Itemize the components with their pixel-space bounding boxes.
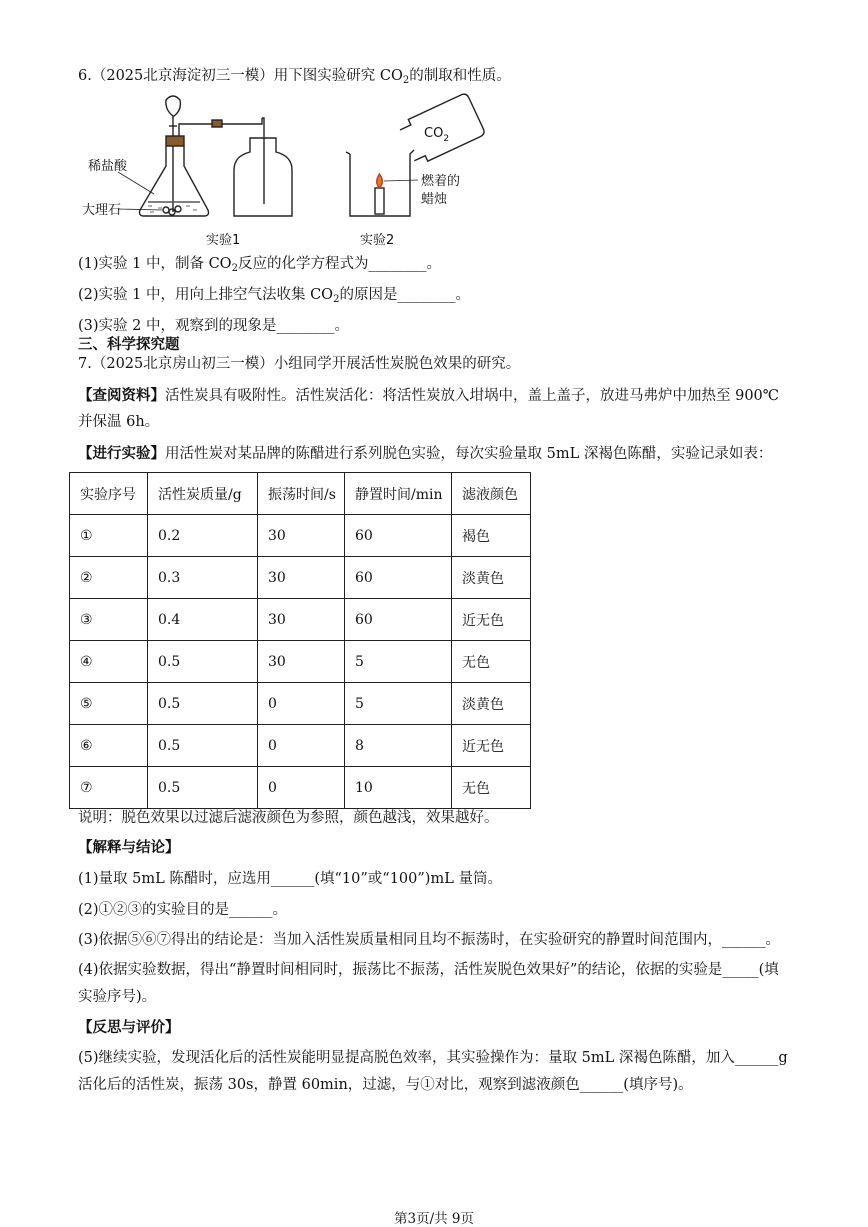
table-cell: 0.5 [148,641,258,683]
q6-sub2-post: 的原因是________。 [339,287,470,303]
table-cell: 0 [258,725,345,767]
q6-sub2-pre: (2)实验 1 中，用向上排空气法收集 CO [78,287,334,303]
table-cell: 0.5 [148,767,258,809]
funnel-bulb-icon [166,96,181,116]
conclusion-tag: 【解释与结论】 [78,839,180,856]
label-candle-2: 蜡烛 [421,192,448,207]
table-cell: ① [70,515,148,557]
reflect-tag: 【反思与评价】 [78,1019,180,1036]
q7-info [78,386,779,406]
table-cell: 无色 [452,767,531,809]
table-cell: ⑦ [70,767,148,809]
candle-icon [375,188,384,214]
table-header: 滤液颜色 [452,473,531,515]
exp-text: 用活性炭对某品牌的陈醋进行系列脱色实验，每次实验量取 5mL 深褐色陈醋，实验记录如表： [165,446,773,462]
table-cell: ⑤ [70,683,148,725]
q7-source: （2025北京房山初三一模） [91,356,274,372]
table-cell: 60 [345,599,452,641]
q6-sub1-pre: (1)实验 1 中，制备 CO [78,256,232,272]
table-cell: 5 [345,683,452,725]
page-footer: 第3页/共 9页 [393,1211,475,1227]
table-cell: 10 [345,767,452,809]
q7-stem [78,354,520,374]
table-cell: ② [70,557,148,599]
section-title: 三、科学探究题 [78,336,180,353]
table-cell: 0.5 [148,683,258,725]
table-cell: 60 [345,557,452,599]
table-header: 振荡时间/s [258,473,345,515]
label-co2: $CO_2$ [424,126,450,144]
table-cell: 无色 [452,641,531,683]
table-cell: 0.2 [148,515,258,557]
table-note: 说明：脱色效果以过滤后滤液颜色为参照，颜色越浅，效果越好。 [78,810,499,826]
q6-source: （2025北京海淀初三一模） [91,68,274,84]
table-cell: 淡黄色 [452,557,531,599]
table-row [70,557,531,599]
table-row [70,599,531,641]
q6-sub1-sub: 2 [231,263,238,274]
q6-sub1 [78,254,441,279]
label-marble: 大理石 [82,203,122,218]
q6-stem-post: 的制取和性质。 [409,68,511,84]
table-cell: 0 [258,683,345,725]
info-tag: 【查阅资料】 [78,387,165,404]
table-cell: 0 [258,767,345,809]
q7-c4: (4)依据实验数据，得出“静置时间相同时，振荡比不振荡，活性炭脱色效果好”的结论，依据的实验是_____(填 [78,962,779,978]
q7-exp [78,444,772,464]
table-cell: 30 [258,557,345,599]
q6-sub3: (3)实验 2 中，观察到的现象是________。 [78,318,349,334]
table-cell: 近无色 [452,599,531,641]
table-header: 实验序号 [70,473,148,515]
q7-c3: (3)依据⑤⑥⑦得出的结论是：当加入活性炭质量相同且均不振荡时，在实验研究的静置时间范围内，______。 [78,932,781,948]
table-cell: 0.4 [148,599,258,641]
label-exp2: 实验2 [360,233,395,248]
flask-icon [140,146,209,216]
table-header-row [70,473,531,515]
table-cell: 60 [345,515,452,557]
table-cell: 0.5 [148,725,258,767]
q6-number: 6. [78,68,92,84]
label-candle-1: 燃着的 [421,174,461,189]
table-cell: 褐色 [452,515,531,557]
table-header: 活性炭质量/g [148,473,258,515]
q7-stem-text: 小组同学开展活性炭脱色效果的研究。 [273,356,521,372]
experiment-figure [78,92,508,252]
table-cell: 近无色 [452,725,531,767]
table-header: 静置时间/min [345,473,452,515]
table-row [70,767,531,809]
exp-tag: 【进行实验】 [78,445,165,462]
q6-sub2 [78,285,470,310]
table-row [70,641,531,683]
table-cell: 淡黄色 [452,683,531,725]
flame-icon [377,174,383,188]
table-cell: 30 [258,599,345,641]
table-row [70,515,531,557]
table-cell: ③ [70,599,148,641]
table-cell: 5 [345,641,452,683]
gas-bottle-icon [234,138,292,216]
label-acid: 稀盐酸 [88,159,128,174]
q7-c5-2: 活化后的活性炭，振荡 30s，静置 60min，过滤，与①对比，观察到滤液颜色______(填序号)。 [78,1077,693,1093]
label-exp1: 实验1 [206,233,241,248]
q6-sub1-post: 反应的化学方程式为________。 [237,256,441,272]
table-cell: ④ [70,641,148,683]
table-row [70,683,531,725]
table-cell: ⑥ [70,725,148,767]
q6-sub2-sub: 2 [333,294,340,305]
table-cell: 0.3 [148,557,258,599]
q7-c5: (5)继续实验，发现活化后的活性炭能明显提高脱色效率，其实验操作为：量取 5mL 深褐色陈醋，加入______g [78,1050,788,1066]
table-cell: 30 [258,515,345,557]
q7-c4-2: 实验序号)。 [78,989,157,1005]
q6-stem-sub: 2 [402,75,410,86]
table-cell: 30 [258,641,345,683]
q7-c1: (1)量取 5mL 陈醋时，应选用______(填“10”或“100”)mL 量筒。 [78,871,502,887]
q7-number: 7. [78,356,92,372]
q6-stem-pre: 用下图实验研究 CO [273,68,403,84]
q7-c2: (2)①②③的实验目的是______。 [78,902,288,918]
table-cell: 8 [345,725,452,767]
experiment-table [69,472,531,809]
q6-stem [78,66,511,91]
info-text: 活性炭具有吸附性。活性炭活化：将活性炭放入坩埚中，盖上盖子，放进马弗炉中加热至 900℃ [165,388,780,404]
table-row [70,725,531,767]
q7-info-2: 并保温 6h。 [78,414,160,430]
